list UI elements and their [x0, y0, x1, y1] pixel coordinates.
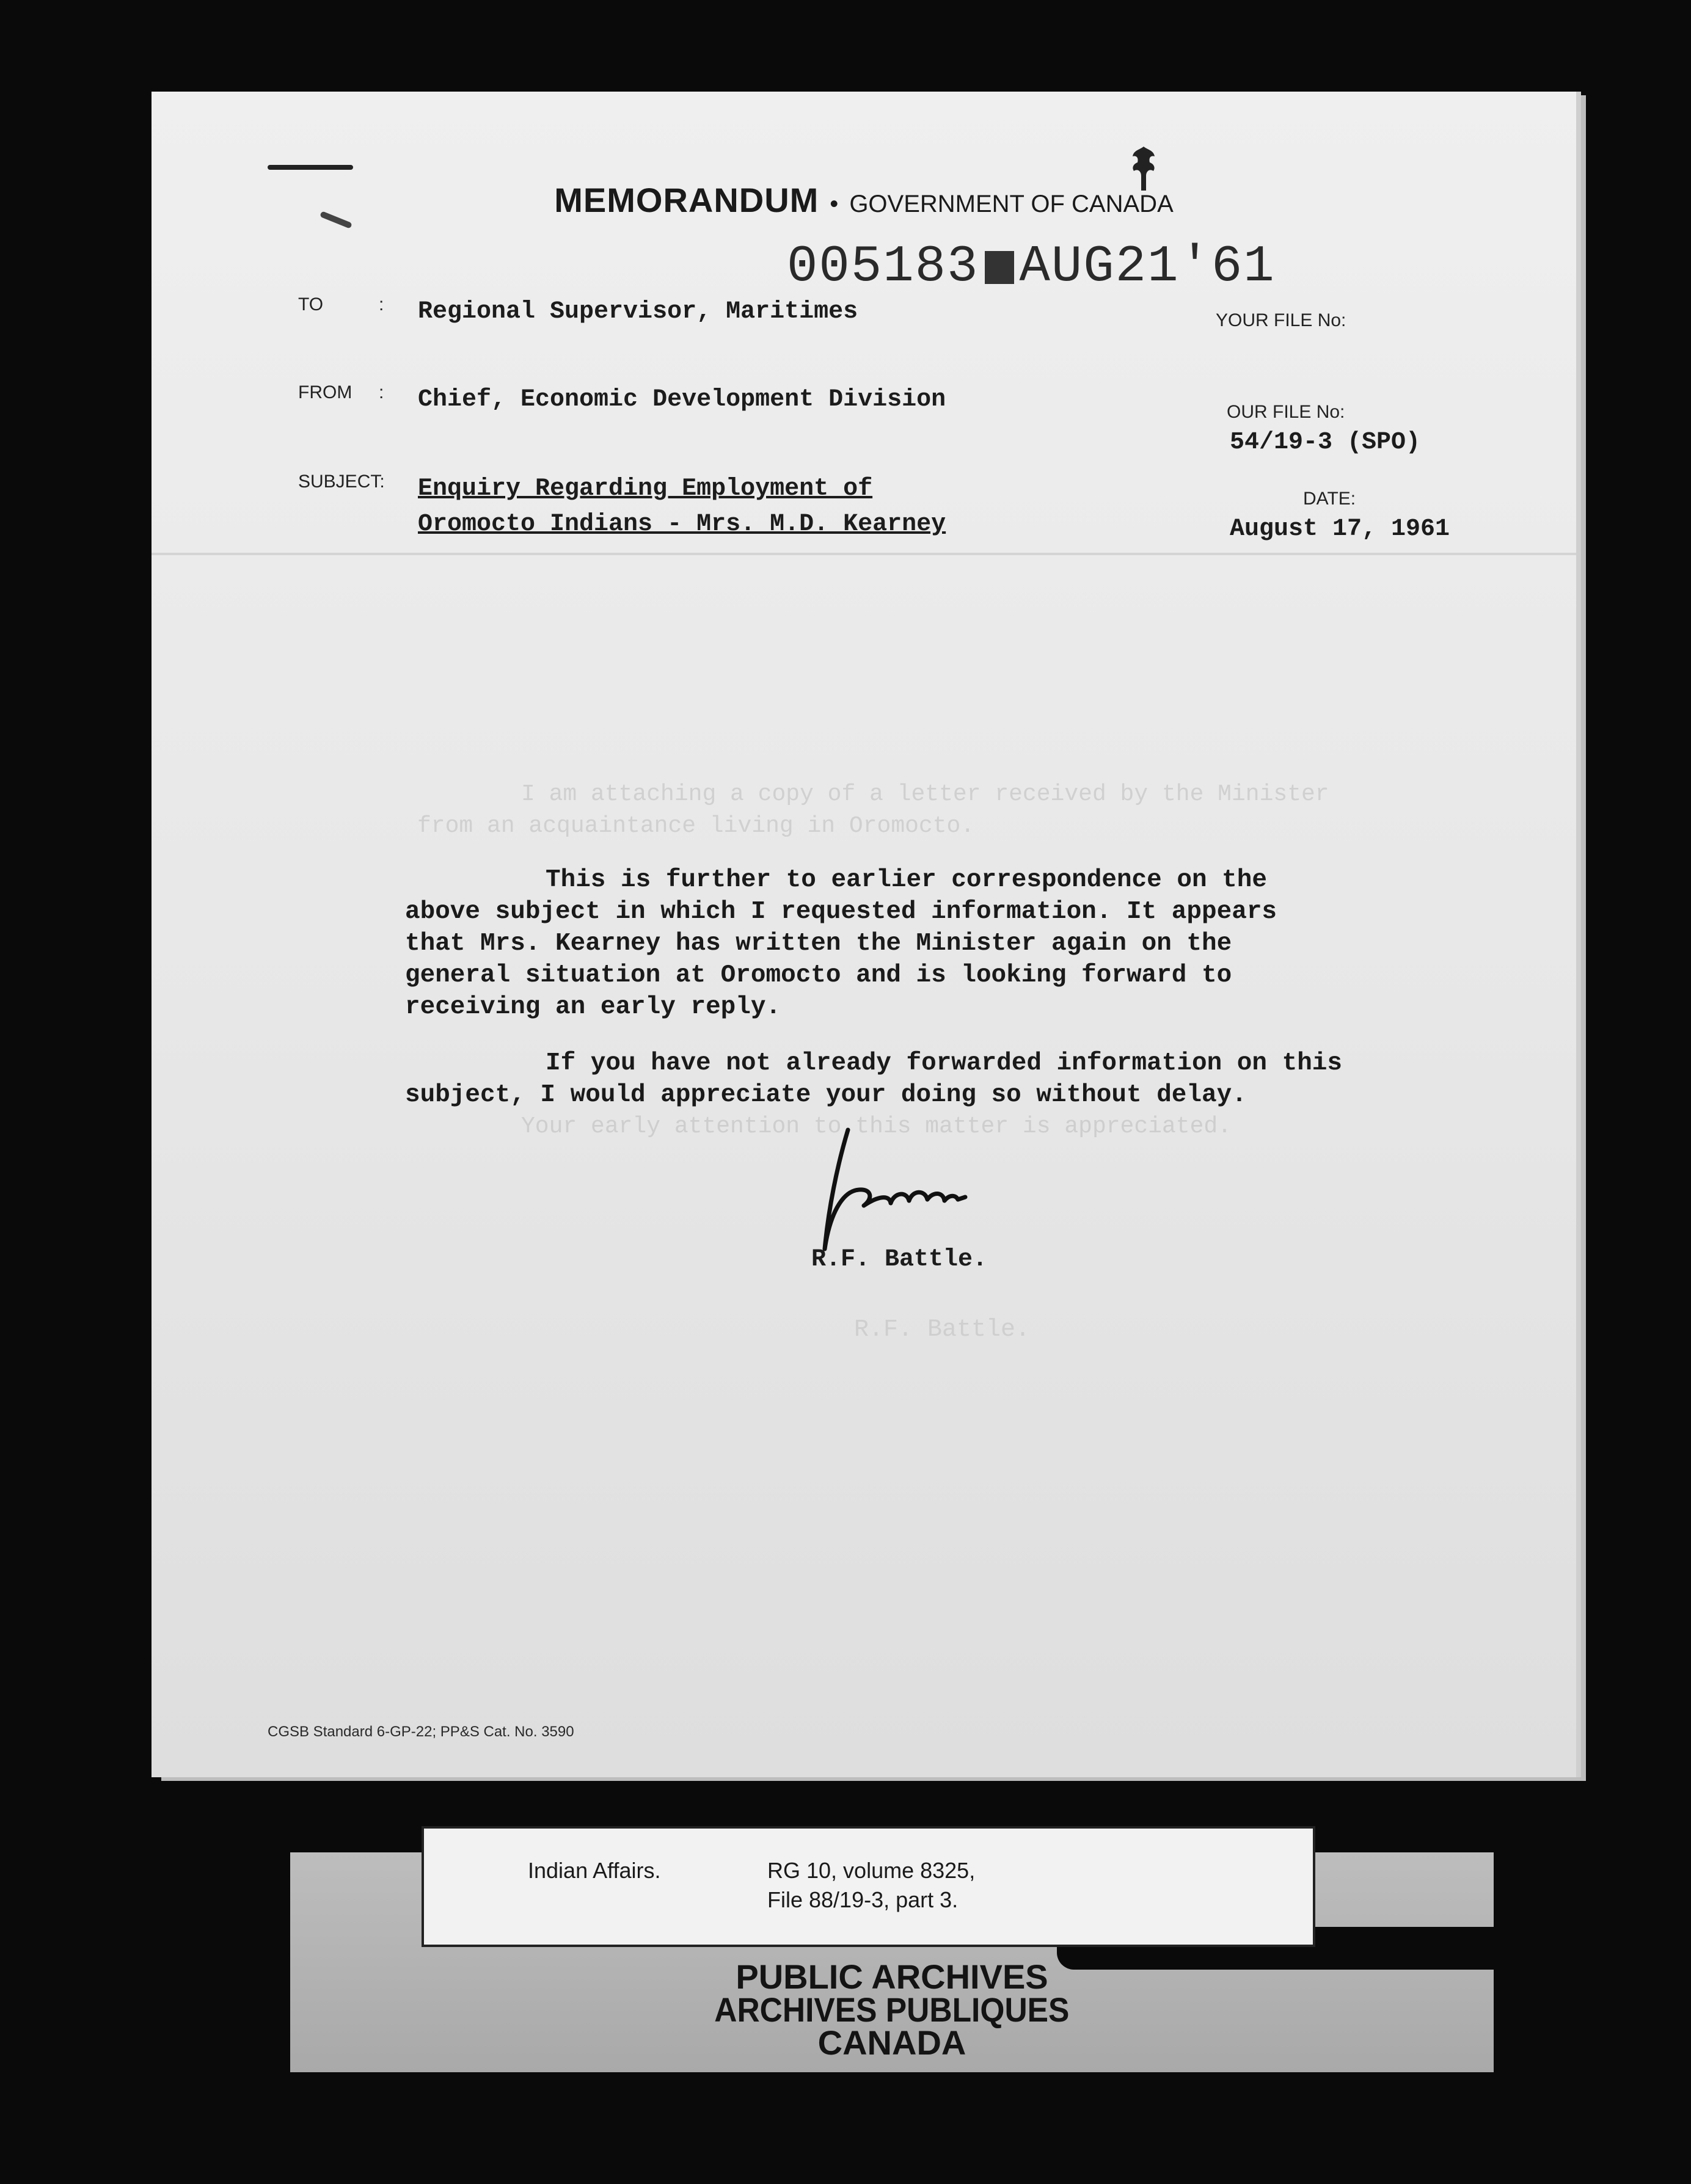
archive-reference-line-2: File 88/19-3, part 3. [767, 1887, 959, 1912]
memo-title: MEMORANDUM [554, 181, 819, 219]
signer-name: R.F. Battle. [811, 1246, 988, 1273]
bleed-through-line: from an acquaintance living in Oromocto. [417, 813, 975, 839]
form-standard-code: CGSB Standard 6-GP-22; PP&S Cat. No. 3590 [268, 1724, 574, 1740]
to-value: Regional Supervisor, Maritimes [418, 298, 858, 326]
archives-stamp [617, 1957, 1167, 2062]
corner-mark [268, 165, 353, 170]
body-line: general situation at Oromocto and is looking forward to [405, 961, 1232, 989]
bleed-through-line: I am attaching a copy of a letter received by the Minister [521, 781, 1329, 807]
from-colon: : [379, 382, 384, 402]
body-line: This is further to earlier correspondence on the [546, 866, 1267, 894]
memo-sheet [152, 92, 1576, 1777]
body-paragraph-2 [405, 1047, 1382, 1111]
stamp-date: AUG21'61 [1019, 238, 1276, 296]
from-value: Chief, Economic Development Division [418, 386, 946, 413]
our-file-label: OUR FILE No: [1227, 402, 1345, 422]
subject-line-1: Enquiry Regarding Employment of [418, 475, 873, 503]
bleed-through-signer: R.F. Battle. [854, 1316, 1031, 1344]
page-fold-line [152, 553, 1576, 555]
received-stamp [787, 238, 1276, 296]
subject-line-2: Oromocto Indians - Mrs. M.D. Kearney [418, 511, 946, 538]
bleed-through-line: Your early attention to this matter is appreciated. [521, 1113, 1232, 1140]
stamp-number: 005183 [787, 238, 979, 296]
body-line: subject, I would appreciate your doing so without delay. [405, 1081, 1247, 1109]
archive-reference-card [422, 1826, 1315, 1947]
memo-subtitle: GOVERNMENT OF CANADA [849, 191, 1174, 217]
body-line: receiving an early reply. [405, 993, 781, 1021]
archive-source: Indian Affairs. [528, 1858, 661, 1883]
date-label: DATE: [1303, 489, 1356, 509]
memo-body [405, 864, 1382, 1135]
handwritten-signature [805, 1124, 1013, 1252]
body-line: above subject in which I requested information. It appears [405, 898, 1277, 926]
our-file-value: 54/19-3 (SPO) [1230, 429, 1421, 456]
from-label: FROM [298, 382, 352, 402]
archives-country: CANADA [817, 2023, 966, 2062]
your-file-label: YOUR FILE No: [1216, 310, 1346, 330]
to-label: TO [298, 294, 324, 315]
stamp-block [985, 251, 1014, 284]
archives-title-en: PUBLIC ARCHIVES [736, 1957, 1048, 1996]
body-line: that Mrs. Kearney has written the Minister again on the [405, 930, 1232, 958]
subject-label: SUBJECT: [298, 471, 385, 492]
header-bullet: • [830, 191, 839, 217]
date-value: August 17, 1961 [1230, 515, 1450, 543]
archives-title-fr: ARCHIVES PUBLIQUES [714, 1990, 1070, 2029]
body-paragraph-1 [405, 864, 1382, 1023]
archive-reference-line-1: RG 10, volume 8325, [767, 1858, 976, 1883]
memo-header [152, 180, 1576, 220]
to-colon: : [379, 294, 384, 315]
body-line: If you have not already forwarded information on this [546, 1049, 1343, 1077]
